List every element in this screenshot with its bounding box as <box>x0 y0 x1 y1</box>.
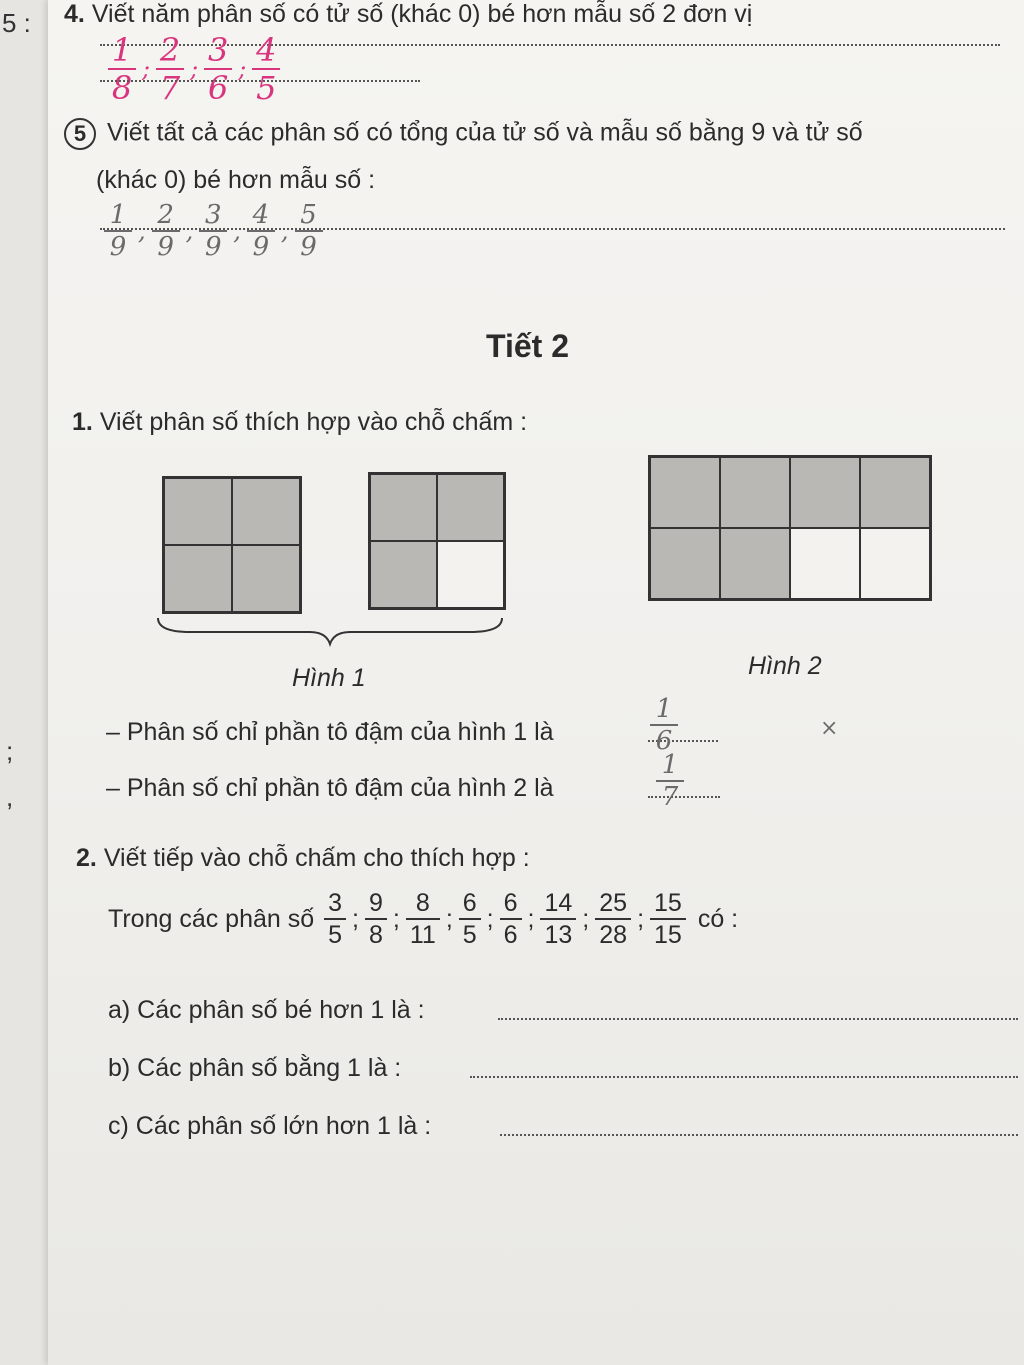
fraction-denominator: 28 <box>599 921 628 950</box>
handwritten-fraction <box>199 202 227 260</box>
figure1-caption: Hình 1 <box>292 664 366 692</box>
handwritten-fraction <box>252 31 280 107</box>
handwritten-fraction <box>204 31 232 107</box>
handwritten-fraction <box>295 202 323 260</box>
fraction-denominator: 6 <box>208 69 229 107</box>
q2-co: có : <box>697 904 739 933</box>
fraction-denominator: 8 <box>111 69 133 107</box>
q2-fraction <box>542 890 574 949</box>
q2-fraction <box>502 890 520 949</box>
q2-intro: Trong các phân số <box>108 904 315 933</box>
q2-fraction <box>326 890 344 949</box>
section-title: Tiết 2 <box>486 328 569 364</box>
q2-fractions: $\frac{3}{5}$ ; $\frac{9}{8}$ ; $\frac{8}{11}$ ; $\frac{6}{5}$ ; $\frac{6}{6}$ ; $\frac{14}{13}$ ; $\frac{25}{28}$ ; $\frac{15}{15}$ <box>320 890 690 949</box>
ex5-text-line2: (khác 0) bé hơn mẫu số : <box>96 166 376 194</box>
q2-fraction <box>652 890 684 949</box>
fraction-denominator: 5 <box>328 921 343 950</box>
fraction-numerator: 4 <box>252 200 270 230</box>
fraction-denominator: 6 <box>503 921 518 950</box>
fraction-numerator: 5 <box>300 200 317 230</box>
handwritten-fraction <box>152 202 180 260</box>
handwritten-fraction <box>104 202 132 260</box>
q1-question <box>72 408 527 437</box>
grid-cell-shaded <box>370 541 437 608</box>
grid-cell-shaded <box>164 545 232 612</box>
answer-denominator: 7 <box>661 782 679 812</box>
q2-fraction <box>367 890 385 949</box>
handwritten-fraction <box>156 31 184 107</box>
fraction-numerator: 6 <box>503 889 518 917</box>
ex4-number: 4. <box>64 0 85 28</box>
q1-line2: – Phân số chỉ phần tô đậm của hình 2 là <box>106 774 554 802</box>
q2-part-c-answer-line[interactable] <box>500 1134 1018 1136</box>
figure2-caption: Hình 2 <box>748 652 822 680</box>
fraction-numerator: 9 <box>369 889 383 917</box>
q2-fraction <box>461 890 479 949</box>
fraction-numerator: 3 <box>328 889 343 917</box>
answer-denominator: 6 <box>655 726 673 756</box>
ex5-text-line1: Viết tất cả các phân số có tổng của tử số và mẫu số bằng 9 và tử số <box>106 118 863 147</box>
fraction-denominator: 15 <box>654 921 682 950</box>
fraction-denominator: 9 <box>109 232 127 262</box>
fraction-denominator: 9 <box>300 232 317 262</box>
grid-cell-shaded <box>164 478 232 545</box>
q1-number: 1. <box>72 408 93 436</box>
fraction-numerator: 14 <box>544 889 573 917</box>
q2-fraction-list <box>108 890 738 949</box>
grid-cell-shaded <box>720 528 790 599</box>
fraction-denominator: 5 <box>462 921 477 950</box>
q1-answer1-handwritten <box>646 696 682 754</box>
q2-part-a-answer-line[interactable] <box>498 1018 1018 1020</box>
q2-number: 2. <box>76 844 97 872</box>
margin-semicolon: ; <box>6 736 14 766</box>
fraction-numerator: 6 <box>462 889 477 917</box>
fraction-numerator: 3 <box>208 31 229 69</box>
q2-part-c: c) Các phân số lớn hơn 1 là : <box>108 1112 432 1140</box>
ex4-dotted-line-2 <box>100 80 420 82</box>
grid-cell-shaded <box>232 545 300 612</box>
handwritten-fraction <box>247 202 275 260</box>
ex5-number: 5 <box>64 118 96 150</box>
grid-cell-shaded <box>232 478 300 545</box>
fraction-denominator: 7 <box>159 69 181 107</box>
fraction-denominator: 13 <box>544 921 573 950</box>
ex5-handwritten-answer: $\frac{1}{9}$ , $\frac{2}{9}$ , $\frac{3}{9}$ , $\frac{4}{9}$ , $\frac{5}{9}$ <box>100 202 327 260</box>
fraction-denominator: 9 <box>157 232 174 262</box>
left-page-margin <box>0 0 48 1365</box>
fraction-numerator: 2 <box>157 200 174 230</box>
q2-part-b-answer-line[interactable] <box>470 1076 1018 1078</box>
fraction-denominator: 9 <box>205 232 222 262</box>
fraction-numerator: 1 <box>111 31 133 69</box>
fraction-numerator: 15 <box>654 889 682 917</box>
grid-cell-shaded <box>650 528 720 599</box>
q1-text: Viết phân số thích hợp vào chỗ chấm : <box>99 408 528 436</box>
grid-cell-shaded <box>860 457 930 528</box>
fraction-denominator: 5 <box>256 69 277 107</box>
grid-cell-shaded <box>437 474 504 541</box>
ex4-question <box>64 0 752 29</box>
grid-cell <box>790 528 860 599</box>
margin-comma: , <box>6 782 14 812</box>
q2-part-b: b) Các phân số bằng 1 là : <box>108 1054 402 1082</box>
margin-text: 5 : <box>2 8 31 38</box>
stray-mark: × <box>820 716 839 741</box>
figure1-brace <box>150 614 510 648</box>
ex5-question-line1 <box>64 118 863 150</box>
fraction-numerator: 4 <box>256 31 277 69</box>
handwritten-fraction <box>108 31 136 107</box>
grid-cell-shaded <box>370 474 437 541</box>
grid-cell-shaded <box>790 457 860 528</box>
figure2-rectangle <box>648 455 932 601</box>
grid-cell <box>437 541 504 608</box>
ex4-handwritten-answer: $\frac{1}{8}$ ; $\frac{2}{7}$ ; $\frac{3}{6}$ ; $\frac{4}{5}$ <box>104 34 284 104</box>
fraction-numerator: 8 <box>415 889 430 917</box>
q2-question <box>76 844 530 873</box>
fraction-numerator: 3 <box>205 200 222 230</box>
fraction-numerator: 2 <box>159 31 181 69</box>
q2-part-a: a) Các phân số bé hơn 1 là : <box>108 996 425 1024</box>
grid-cell-shaded <box>650 457 720 528</box>
fraction-numerator: 25 <box>599 889 628 917</box>
q1-answer2-handwritten <box>652 752 688 810</box>
q1-line1: – Phân số chỉ phần tô đậm của hình 1 là <box>106 718 554 746</box>
answer-numerator: 1 <box>655 694 673 724</box>
answer-numerator: 1 <box>661 750 679 780</box>
fraction-denominator: 8 <box>369 921 383 950</box>
ex4-text: Viết năm phân số có tử số (khác 0) bé hơn mẫu số 2 đơn vị <box>91 0 753 28</box>
q2-fraction <box>408 890 438 949</box>
grid-cell <box>860 528 930 599</box>
figure1-square-left <box>162 476 302 614</box>
q2-text: Viết tiếp vào chỗ chấm cho thích hợp : <box>103 844 530 872</box>
fraction-denominator: 11 <box>409 921 436 950</box>
fraction-denominator: 9 <box>252 232 270 262</box>
figure1-square-right <box>368 472 506 610</box>
grid-cell-shaded <box>720 457 790 528</box>
fraction-numerator: 1 <box>109 200 127 230</box>
q2-fraction <box>597 890 629 949</box>
